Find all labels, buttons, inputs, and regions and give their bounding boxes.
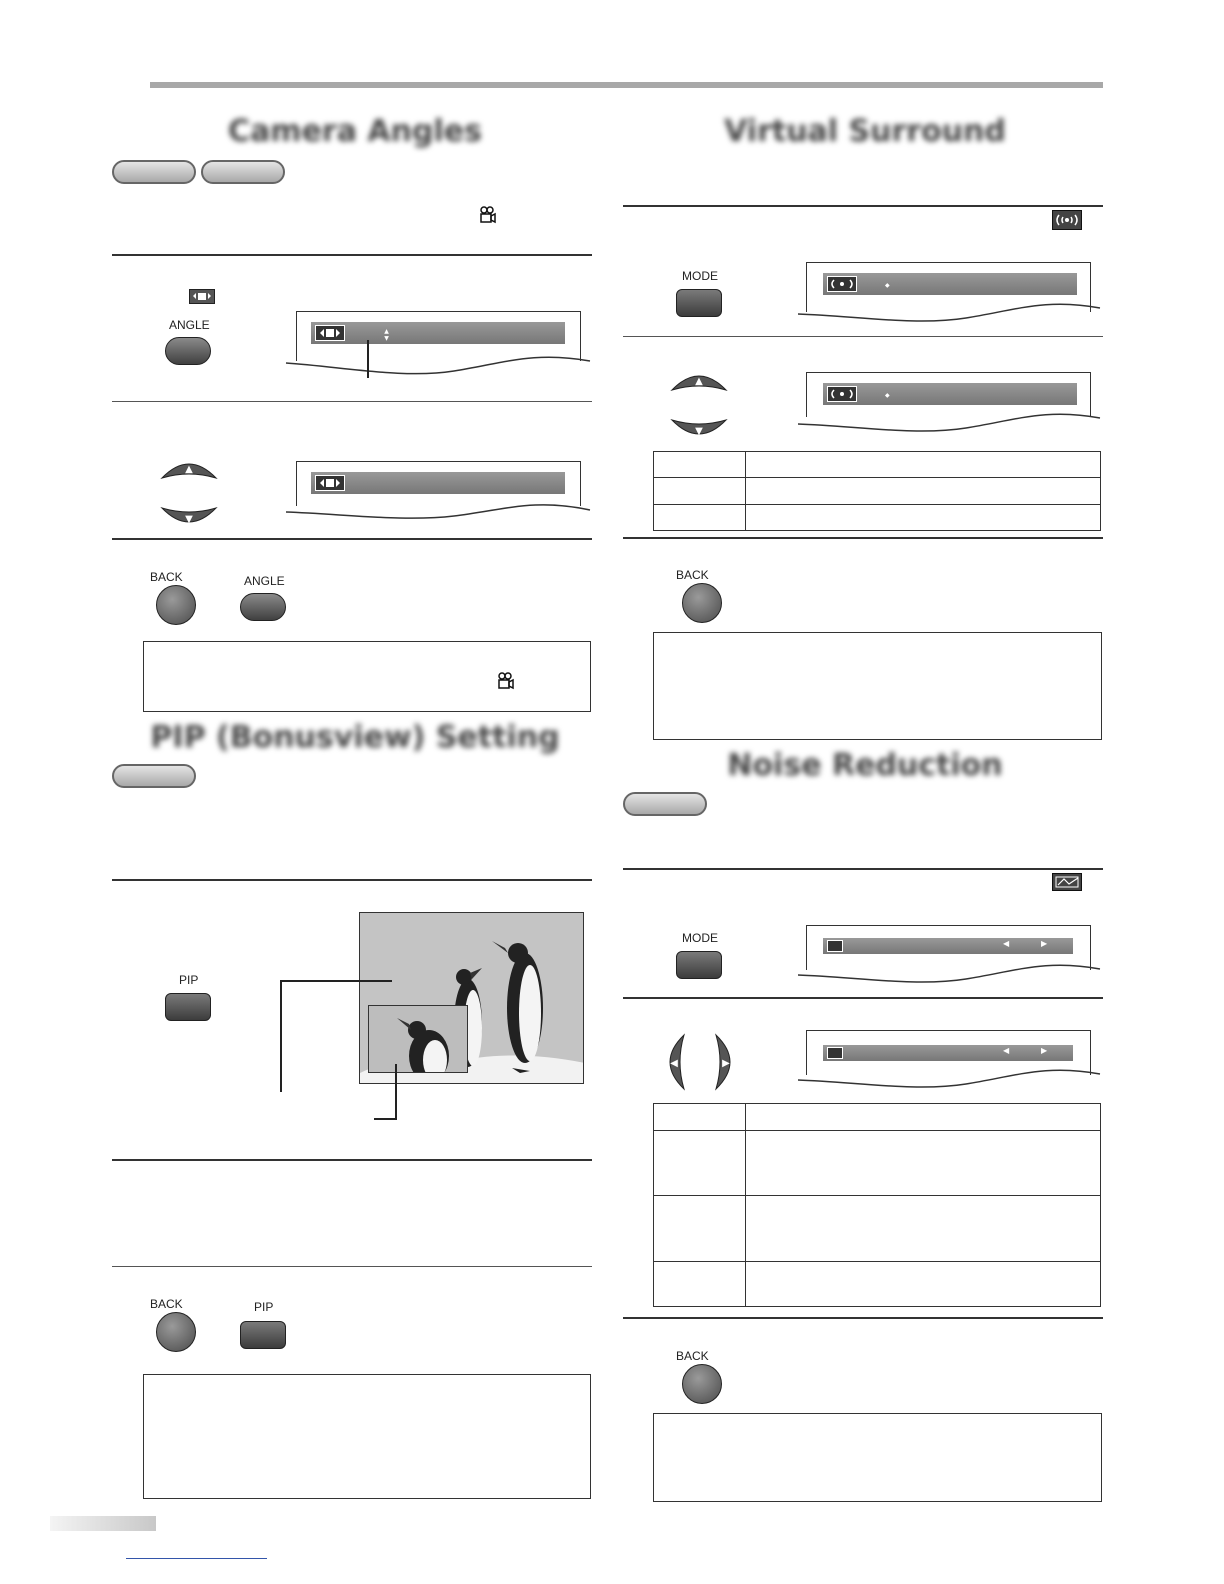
screen-wave-1 <box>284 345 592 381</box>
virtual-surround-title: Virtual Surround <box>724 114 1006 149</box>
surround-osd-updown-1: ◆ <box>885 282 890 289</box>
pip-callout-main-v <box>280 980 282 1092</box>
up-arrow-button-2[interactable] <box>670 368 728 394</box>
screen-wave-4 <box>796 404 1102 438</box>
pip-title: PIP (Bonusview) Setting <box>150 720 560 755</box>
table-row <box>654 1104 1101 1131</box>
camera-angles-title: Camera Angles <box>228 114 482 149</box>
pip-step2-rule <box>112 1159 592 1161</box>
pip-callout-sub-v <box>395 1064 397 1120</box>
noise-osd-bar-2 <box>823 1045 1073 1061</box>
back-label-2: BACK <box>150 1297 183 1311</box>
angle-button[interactable] <box>165 337 211 365</box>
angle-osd-icon-2 <box>315 475 345 491</box>
movie-camera-icon <box>479 206 497 224</box>
angle-osd-icon <box>315 325 345 341</box>
pip-step3-rule <box>112 1266 592 1267</box>
surround-step3-rule <box>623 537 1103 539</box>
table-row <box>654 1196 1101 1262</box>
svg-text:◀: ◀ <box>670 1058 678 1069</box>
pip-note-box <box>143 1374 591 1499</box>
surround-step1-rule <box>623 205 1103 207</box>
surround-osd-icon-2 <box>827 386 857 402</box>
pip-button[interactable] <box>165 993 211 1021</box>
surround-step2-rule <box>623 336 1103 337</box>
disc-badge-1 <box>112 160 196 184</box>
angle-osd-bar <box>311 322 565 344</box>
angle-label-2: ANGLE <box>244 574 285 588</box>
disc-badge-2 <box>201 160 285 184</box>
svg-text:▲: ▲ <box>695 376 703 387</box>
screen-wave-6 <box>796 1060 1102 1094</box>
noise-osd-picture-icon-2 <box>827 1047 843 1059</box>
svg-text:▼: ▼ <box>695 426 703 437</box>
table-row <box>654 1262 1101 1307</box>
noise-osd-picture-icon-1 <box>827 940 843 952</box>
page-footer-bar <box>50 1516 156 1531</box>
noise-osd-left-2: ◀ <box>1003 1046 1010 1055</box>
disc-badge-4 <box>623 792 707 816</box>
pip-callout-sub-h <box>374 1118 397 1120</box>
pip-button-label: PIP <box>179 973 199 987</box>
mode-button-1[interactable] <box>676 289 722 317</box>
mode-button-2[interactable] <box>676 951 722 979</box>
back-label-4: BACK <box>676 1349 709 1363</box>
noise-osd-left-1: ◀ <box>1003 939 1010 948</box>
back-button-4[interactable] <box>682 1364 722 1404</box>
back-label-3: BACK <box>676 568 709 582</box>
svg-text:▼: ▼ <box>185 514 193 525</box>
camera-step3-rule <box>112 538 592 540</box>
movie-camera-icon-2 <box>497 672 515 690</box>
back-button-1[interactable] <box>156 585 196 625</box>
camera-note-box <box>143 641 591 712</box>
angle-osd-updown: ▲▼ <box>383 328 390 342</box>
camera-step2-rule <box>112 401 592 402</box>
noise-step2-rule <box>623 997 1103 999</box>
table-row <box>654 452 1101 478</box>
down-arrow-button-2[interactable] <box>670 416 728 442</box>
back-button-3[interactable] <box>682 583 722 623</box>
table-row <box>654 478 1101 505</box>
noise-osd-right-2: ▶ <box>1041 1046 1048 1055</box>
noise-note-box <box>653 1413 1102 1502</box>
surround-icon <box>1052 210 1082 230</box>
noise-step1-rule <box>623 868 1103 870</box>
screen-wave-3 <box>796 294 1102 328</box>
disc-badge-3 <box>112 764 196 788</box>
noise-reduction-title: Noise Reduction <box>727 748 1003 783</box>
back-button-2[interactable] <box>156 1312 196 1352</box>
pip-button-2[interactable] <box>240 1321 286 1349</box>
angle-icon <box>189 289 215 304</box>
surround-osd-bar-2 <box>823 383 1077 405</box>
noise-options-table <box>653 1103 1101 1307</box>
mode-label-1: MODE <box>682 269 718 283</box>
left-arrow-button[interactable] <box>662 1033 688 1091</box>
noise-step3-rule <box>623 1317 1103 1319</box>
header-rule <box>150 82 1103 88</box>
angle-button-2[interactable] <box>240 593 286 621</box>
svg-text:▲: ▲ <box>185 464 193 475</box>
up-arrow-button[interactable] <box>160 456 218 482</box>
footer-link-line <box>126 1558 267 1559</box>
angle-osd-bar-2 <box>311 472 565 494</box>
table-row <box>654 1131 1101 1196</box>
angle-button-label: ANGLE <box>169 318 210 332</box>
surround-note-box <box>653 632 1102 740</box>
camera-step1-rule <box>112 254 592 256</box>
pip-callout-main-h <box>280 980 392 982</box>
back-label-1: BACK <box>150 570 183 584</box>
noise-osd-bar-1 <box>823 938 1073 954</box>
surround-osd-bar-1 <box>823 273 1077 295</box>
down-arrow-button[interactable] <box>160 504 218 530</box>
svg-text:▶: ▶ <box>722 1058 730 1069</box>
surround-osd-updown-2: ◆ <box>885 392 890 399</box>
screen-wave-5 <box>796 955 1102 989</box>
angle-callout-line <box>367 340 369 378</box>
mode-label-2: MODE <box>682 931 718 945</box>
right-arrow-button[interactable] <box>712 1033 738 1091</box>
table-row <box>654 505 1101 531</box>
pip-step1-rule <box>112 879 592 881</box>
surround-options-table <box>653 451 1101 531</box>
pip-label-2: PIP <box>254 1300 274 1314</box>
pip-sub-picture <box>368 1005 468 1073</box>
noise-osd-right-1: ▶ <box>1041 939 1048 948</box>
surround-osd-icon-1 <box>827 276 857 292</box>
screen-wave-2 <box>284 496 592 526</box>
picture-icon <box>1052 873 1082 891</box>
